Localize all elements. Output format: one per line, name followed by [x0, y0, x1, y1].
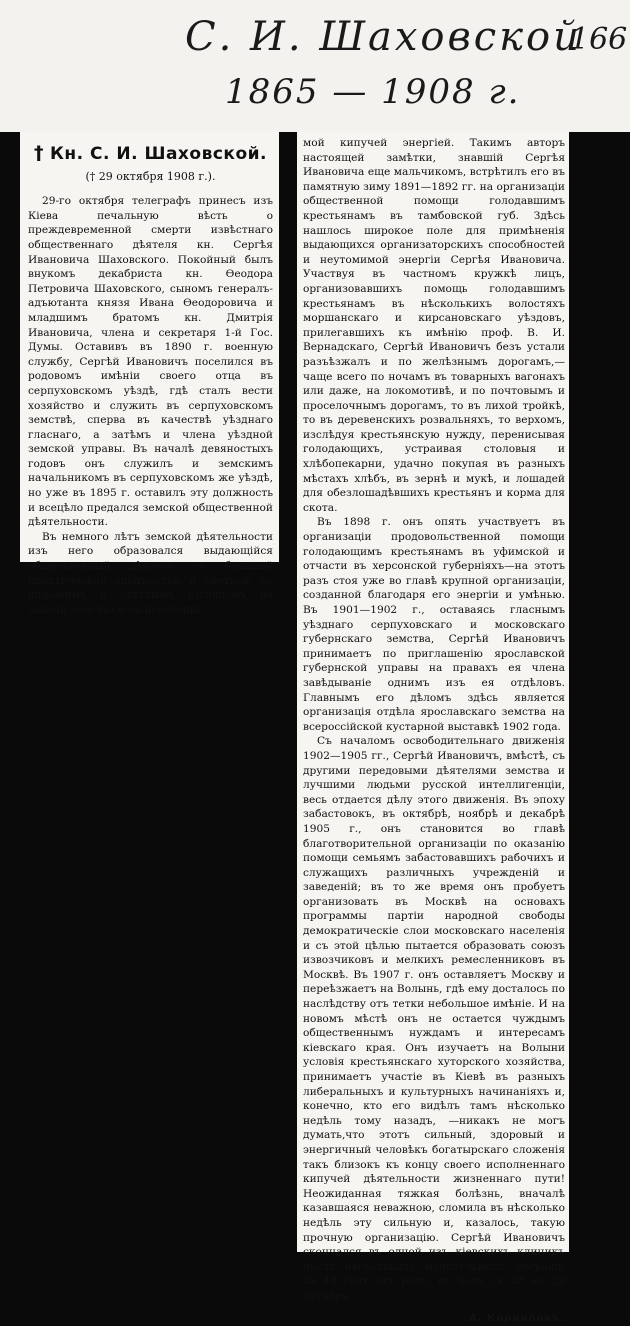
- paragraph: 29-го октября телеграфъ принесъ изъ Кіева печальную вѣсть о преждевременной смерти извѣстнаго общественнаго дѣятеля кн. Сергѣя Ивановича Шаховского. Покойный былъ внукомъ декабриста кн. Ѳеодора Петровича Шаховского, сыномъ генералъ-адъютанта князя Ивана Ѳеодоровича и младшимъ братомъ кн. Дмитрія Ивановича, члена и секретаря 1-й Гос. Думы. Оставивъ въ 1890 г. военную службу, Сергѣй Ивановичъ поселился въ родовомъ имѣніи своего отца въ серпуховскомъ уѣздѣ, гдѣ сталъ вести хозяйство и служить въ серпуховскомъ земствѣ, сперва въ качествѣ уѣзднаго гласнаго, а затѣмъ и члена уѣздной земской управы. Въ началѣ девяностыхъ годовъ онъ служилъ и земскимъ начальникомъ въ серпуховскомъ же уѣздѣ, но уже въ 1895 г. оставилъ эту должность и всецѣло предался земской общественной дѣятельности.: [28, 194, 273, 530]
- handwritten-page-number: 166: [570, 22, 627, 57]
- handwritten-dates: 1865 — 1908 г.: [225, 72, 520, 112]
- handwritten-name: С. И. Шаховской: [185, 14, 582, 60]
- article-title: [28, 146, 273, 162]
- right-column: [303, 136, 565, 1326]
- cross-icon: †: [34, 142, 44, 164]
- author-signature: А. Корниловъ.: [303, 1312, 565, 1326]
- paragraph: Въ 1898 г. онъ опять участвуетъ въ организаціи продовольственной помощи голодающимъ крестьянамъ въ уфимской и отчасти въ херсонской губерніяхъ—на этотъ разъ стоя уже во главѣ крупной организаціи, созданной благодаря его энергіи и умѣнью. Въ 1901—1902 г., оставаясь гласнымъ уѣзднаго серпуховскаго и московскаго губернскаго земства, Сергѣй Ивановичъ принимаетъ по приглашенію ярославской губернской управы на правахъ ея члена завѣдываніе однимъ изъ ея отдѣловъ. Главнымъ его дѣломъ здѣсь является организація отдѣла ярославскаго земства на всероссійской кустарной выставкѣ 1902 года.: [303, 515, 565, 734]
- article-title-text: Кн. С. И. Шаховской.: [50, 144, 267, 164]
- paragraph: Въ немного лѣтъ земской дѣятельности изъ него образовался выдающійся общественный дѣятель съ большой практической опытностью и сметкой, съ широкимъ и свѣтлымъ взглядомъ на задачи земства и съ неистощи-: [28, 530, 273, 618]
- left-column: [28, 140, 273, 617]
- paragraph: мой кипучей энергіей. Такимъ авторъ настоящей замѣтки, знавшій Сергѣя Ивановича еще мальчикомъ, встрѣтилъ его въ памятную зиму 1891—1892 гг. на организаціи общественной помощи голодавшимъ крестьянамъ въ тамбовской губ. Здѣсь нашлось широкое поле для примѣненія выдающихся организаторскихъ способностей и неутомимой энергіи Сергѣя Ивановича. Участвуя въ частномъ кружкѣ лицъ, организовавшихъ помощь голодавшимъ крестьянамъ въ нѣсколькихъ волостяхъ моршанскаго и кирсановскаго уѣздовъ, прилегавшихъ къ имѣнію проф. В. И. Вернадскаго, Сергѣй Ивановичъ безъ устали разъѣзжалъ и по желѣзнымъ дорогамъ,—чаще всего по ночамъ въ товарныхъ вагонахъ или даже, на локомотивѣ, и по почтовымъ и проселочнымъ дорогамъ, то въ лихой тройкѣ, то въ деревенскихъ розвальняхъ, то верхомъ, изслѣдуя крестьянскую нужду, перенисывая голодающихъ, устраивая столовыя и хлѣбопекарни, удачно покупая въ разныхъ мѣстахъ хлѣбъ, въ зернѣ и мукѣ, и лошадей для обезлошадѣвшихъ крестьянъ и корма для скота.: [303, 136, 565, 515]
- article-subtitle: († 29 октября 1908 г.).: [28, 170, 273, 185]
- paragraph: Съ началомъ освободительнаго движенія 1902—1905 гг., Сергѣй Ивановичъ, вмѣстѣ, съ другими передовыми дѣятелями земства и лучшими людьми русской интеллигенціи, весь отдается дѣлу этого движенія. Въ эпоху забастовокъ, въ октябрѣ, ноябрѣ и декабрѣ 1905 г., онъ становится во главѣ благотворительной организаціи по оказанію помощи семьямъ забастовавшихъ рабочихъ и служащихъ различныхъ учрежденій и заведеній; въ то же время онъ пробуетъ организовать въ Москвѣ на основахъ программы партіи народной свободы демократическіе слои московскаго населенія и съ этой цѣлью пытается образовать союзъ извозчиковъ и мелкихъ ремесленниковъ въ Москвѣ. Въ 1907 г. онъ оставляетъ Москву и переѣзжаетъ на Волынь, гдѣ ему досталось по наслѣдству отъ тетки небольшое имѣніе. И на новомъ мѣстѣ онъ не остается чуждымъ общественнымъ нуждамъ и интересамъ кіевскаго края. Онъ изучаетъ на Волыни условія крестьянскаго хуторского хозяйства, принимаетъ участіе въ Кіевѣ въ разныхъ либеральныхъ и культурныхъ начинаніяхъ и, конечно, кто его видѣлъ тамъ нѣсколько недѣль тому назадъ, —никакъ не могъ думать,что этотъ сильный, здоровый и энергичный человѣкъ богатырскаго сложенія такъ близокъ къ концу своего исполненнаго кипучей дѣятельности жизненнаго пути! Неожиданная тяжкая болѣзнь, вначалѣ казавшаяся неважною, сломила въ нѣсколько недѣль эту сильную и, казалось, такую прочную организацію. Сергѣй Ивановичъ скончался въ одной изъ кіевскихъ клиникъ послѣ нѣсколькихъ мучительныхъ операцій на 44 году отъ роду, въ ночь съ 28 на 29 октября.: [303, 734, 565, 1303]
